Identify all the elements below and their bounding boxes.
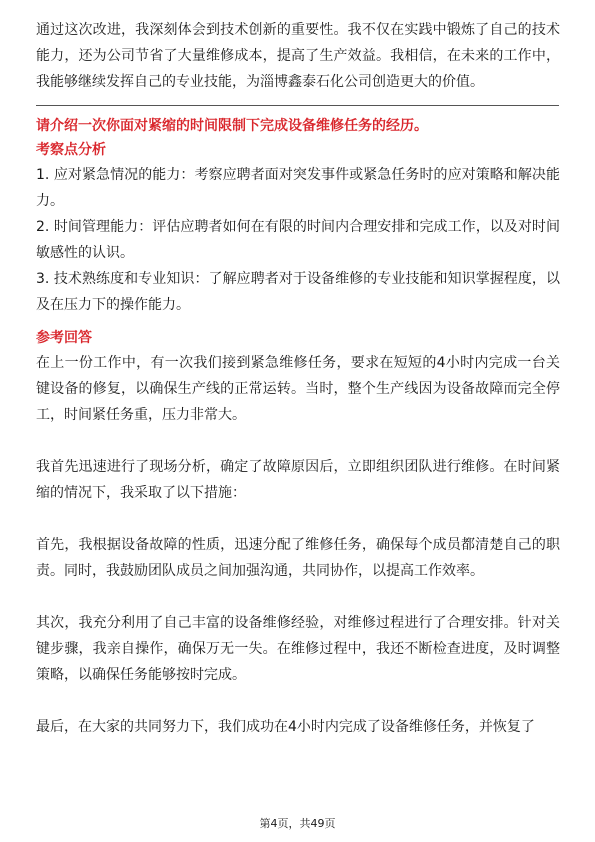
document-body: [36, 17, 560, 740]
paragraph-gap: [36, 688, 560, 714]
paragraph-gap: [36, 428, 560, 454]
question-heading: 请介绍一次你面对紧缩的时间限制下完成设备维修任务的经历。: [36, 118, 428, 134]
intro-paragraph: 通过这次改进，我深刻体会到技术创新的重要性。我不仅在实践中锻炼了自己的技术能力，还为公司节省了大量维修成本，提高了生产效益。我相信，在未来的工作中，我能够继续发挥自己的专业技能，为淄博鑫泰石化公司创造更大的价值。: [36, 22, 560, 90]
answer-paragraph-1: 在上一份工作中，有一次我们接到紧急维修任务，要求在短短的4小时内完成一台关键设备的修复，以确保生产线的正常运转。当时，整个生产线因为设备故障而完全停工，时间紧任务重，压力非常大。: [36, 355, 560, 423]
analysis-point-1: 1. 应对紧急情况的能力：考察应聘者面对突发事件或紧急任务时的应对策略和解决能力。: [36, 167, 560, 209]
section-divider: [36, 105, 559, 106]
answer-paragraph-3: 首先，我根据设备故障的性质，迅速分配了维修任务，确保每个成员都清楚自己的职责。同时，我鼓励团队成员之间加强沟通，共同协作，以提高工作效率。: [36, 537, 560, 579]
answer-paragraph-2: 我首先迅速进行了现场分析，确定了故障原因后，立即组织团队进行维修。在时间紧缩的情况下，我采取了以下措施：: [36, 459, 560, 501]
analysis-heading: 考察点分析: [36, 142, 106, 158]
answer-heading: 参考回答: [36, 330, 92, 346]
paragraph-gap: [36, 584, 560, 610]
answer-paragraph-4: 其次，我充分利用了自己丰富的设备维修经验，对维修过程进行了合理安排。针对关键步骤，我亲自操作，确保万无一失。在维修过程中，我还不断检查进度，及时调整策略，以确保任务能够按时完成。: [36, 615, 560, 683]
analysis-point-2: 2. 时间管理能力：评估应聘者如何在有限的时间内合理安排和完成工作，以及对时间敏感性的认识。: [36, 219, 560, 261]
answer-paragraph-5: 最后，在大家的共同努力下，我们成功在4小时内完成了设备维修任务，并恢复了: [36, 719, 535, 735]
analysis-point-3: 3. 技术熟练度和专业知识：了解应聘者对于设备维修的专业技能和知识掌握程度，以及在压力下的操作能力。: [36, 271, 560, 313]
paragraph-gap: [36, 506, 560, 532]
page-footer: 第4页，共49页: [259, 817, 336, 830]
